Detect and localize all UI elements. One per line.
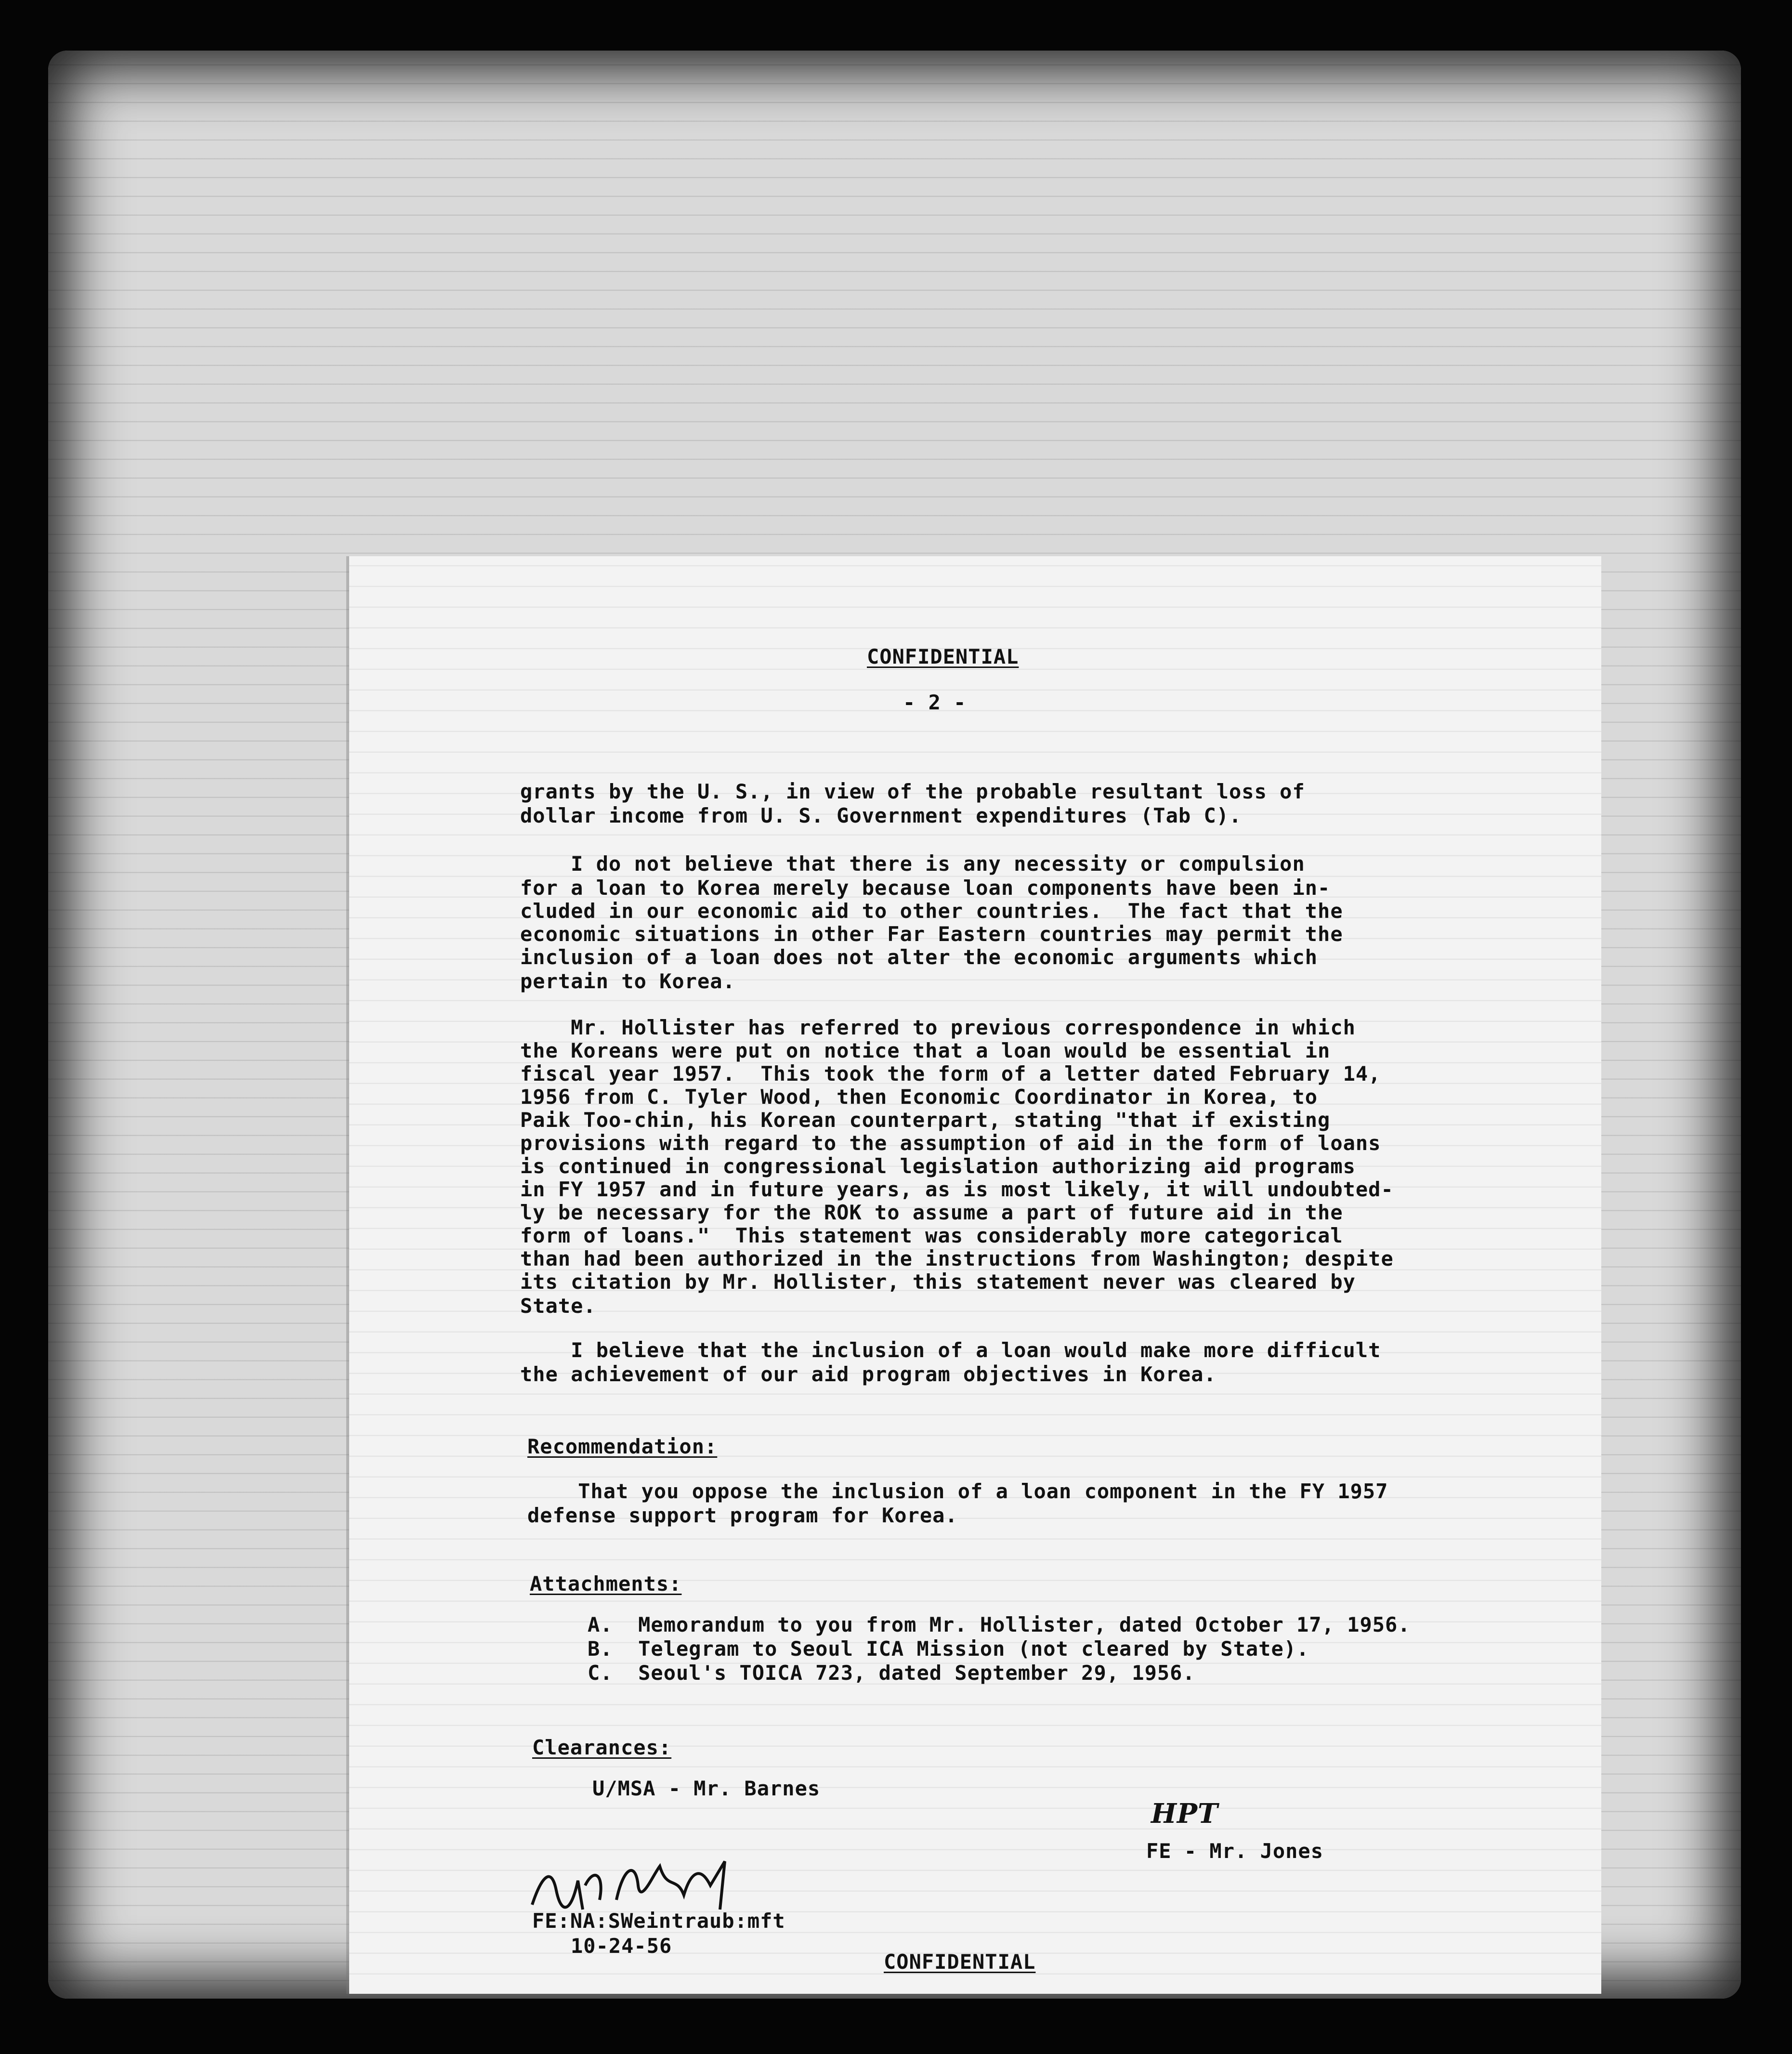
body-line: inclusion of a loan does not alter the economic arguments which xyxy=(520,945,1318,969)
body-line: Paik Too-chin, his Korean counterpart, stating "that if existing xyxy=(520,1108,1331,1132)
body-line: the achievement of our aid program objectives in Korea. xyxy=(520,1362,1216,1386)
handwritten-initials: HPT xyxy=(1151,1798,1218,1830)
body-line: provisions with regard to the assumption of aid in the form of loans xyxy=(520,1131,1381,1155)
body-line: is continued in congressional legislation authorizing aid programs xyxy=(520,1154,1356,1178)
body-line: 1956 from C. Tyler Wood, then Economic Coordinator in Korea, to xyxy=(520,1085,1318,1109)
clearances-heading: Clearances: xyxy=(532,1736,672,1759)
attachment-item: C. Seoul's TOICA 723, dated September 29, 1956. xyxy=(588,1661,1195,1685)
body-line: pertain to Korea. xyxy=(520,969,735,993)
body-line: fiscal year 1957. This took the form of a letter dated February 14, xyxy=(520,1062,1381,1086)
attachment-item: B. Telegram to Seoul ICA Mission (not cleared by State). xyxy=(588,1637,1309,1661)
recommendation-line: That you oppose the inclusion of a loan component in the FY 1957 xyxy=(527,1479,1388,1503)
attachments-heading: Attachments: xyxy=(530,1572,682,1596)
body-line: dollar income from U. S. Government expenditures (Tab C). xyxy=(520,804,1242,827)
body-line: grants by the U. S., in view of the probable resultant loss of xyxy=(520,780,1305,803)
body-line: ly be necessary for the ROK to assume a part of future aid in the xyxy=(520,1201,1343,1224)
recommendation-heading: Recommendation: xyxy=(527,1435,718,1458)
body-line: I believe that the inclusion of a loan would make more difficult xyxy=(520,1338,1381,1362)
body-line: in FY 1957 and in future years, as is most likely, it will undoubted- xyxy=(520,1177,1394,1201)
classification-footer: CONFIDENTIAL xyxy=(884,1950,1036,1974)
clearance-item: FE - Mr. Jones xyxy=(1146,1839,1324,1863)
body-line: Mr. Hollister has referred to previous correspondence in which xyxy=(520,1016,1356,1039)
body-line: than had been authorized in the instructions from Washington; despite xyxy=(520,1247,1394,1270)
body-line: State. xyxy=(520,1294,596,1318)
body-line: I do not believe that there is any necessity or compulsion xyxy=(520,852,1305,876)
body-line: cluded in our economic aid to other countries. The fact that the xyxy=(520,899,1343,923)
attachment-item: A. Memorandum to you from Mr. Hollister, dated October 17, 1956. xyxy=(588,1613,1411,1636)
recommendation-line: defense support program for Korea. xyxy=(527,1504,958,1527)
draft-date: 10-24-56 xyxy=(571,1934,672,1958)
drafter-line: FE:NA:SWeintraub:mft xyxy=(532,1909,785,1933)
clearance-item: U/MSA - Mr. Barnes xyxy=(592,1777,821,1800)
document-page xyxy=(349,556,1601,1994)
page-number: - 2 - xyxy=(903,691,967,714)
body-line: form of loans." This statement was considerably more categorical xyxy=(520,1224,1343,1247)
classification-header: CONFIDENTIAL xyxy=(867,645,1019,668)
body-line: its citation by Mr. Hollister, this statement never was cleared by xyxy=(520,1270,1356,1294)
body-line: the Koreans were put on notice that a loan would be essential in xyxy=(520,1039,1331,1062)
body-line: economic situations in other Far Eastern countries may permit the xyxy=(520,922,1343,946)
body-line: for a loan to Korea merely because loan components have been in- xyxy=(520,876,1331,900)
